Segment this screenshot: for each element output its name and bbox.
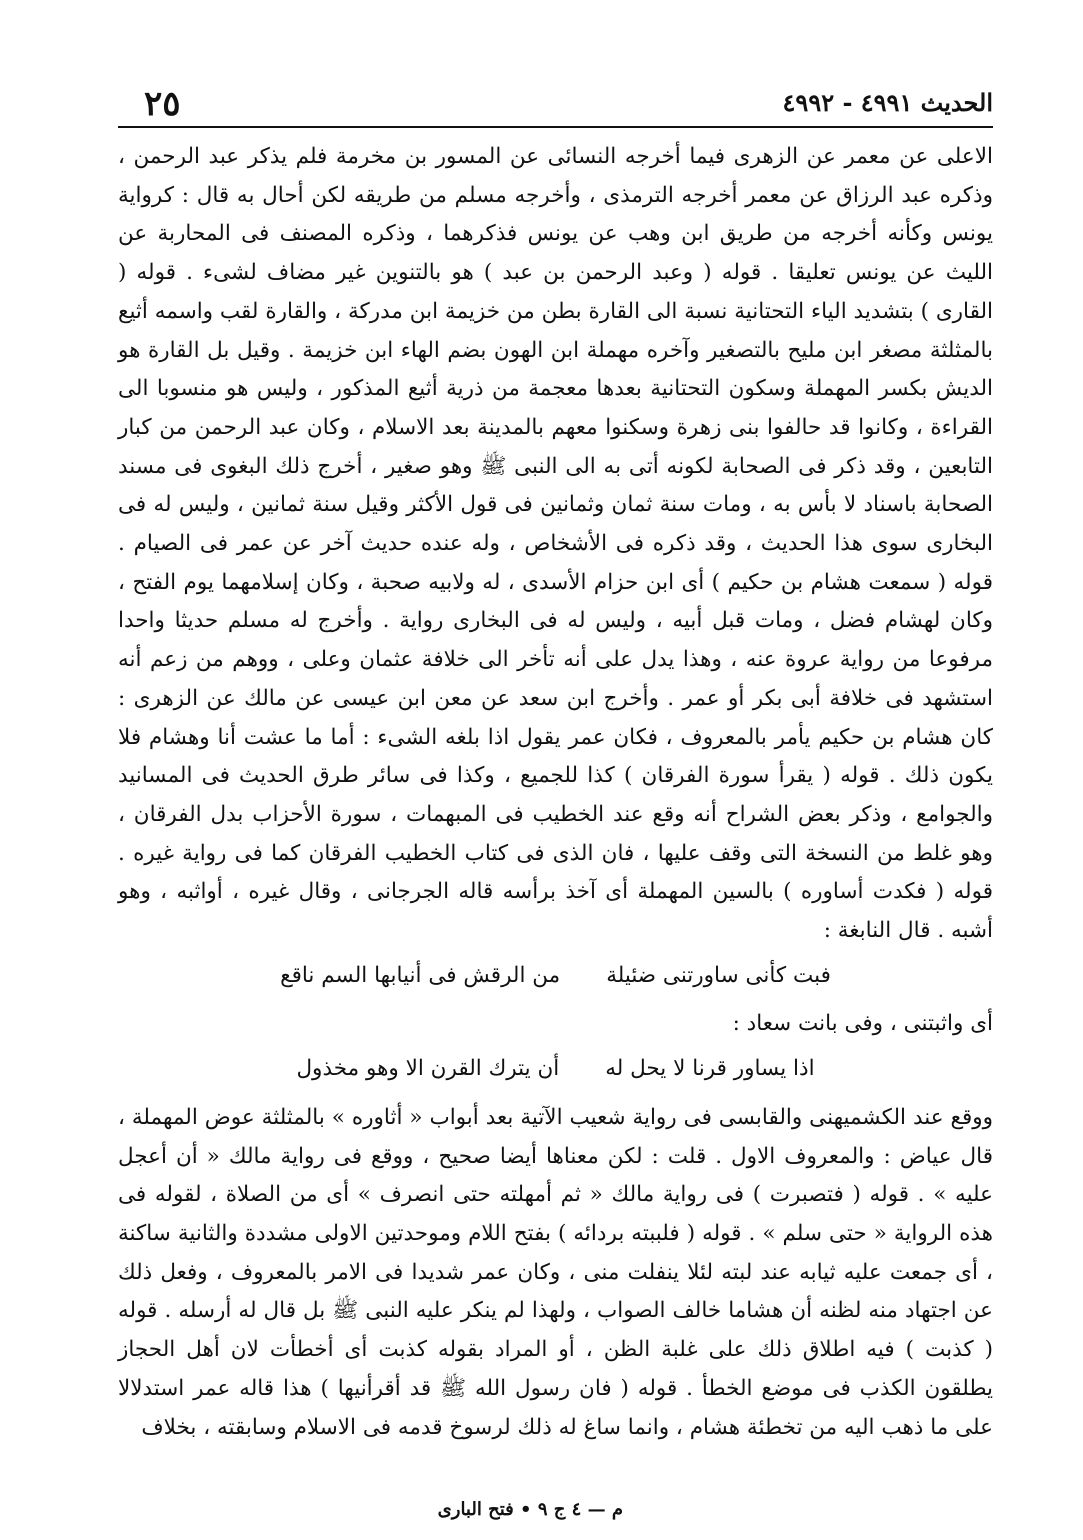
poetry-verse-1 (118, 957, 993, 996)
commentary-paragraph-2: أى واثبتنى ، وفى بانت سعاد : (732, 1011, 993, 1037)
commentary-paragraph-3: ووقع عند الكشميهنى والقابسى فى رواية شعيب الآتية بعد أبواب « أثاوره » بالمثلثة عوض المهملة ، قال عياض : والمعروف الاول . قلت : لكن معناها أيضا صحيح ، ووقع فى رواية مالك « أن أعجل عليه » . قوله ( فتصبرت ) فى رواية مالك « ثم أمهلته حتى انصرف » أى من الصلاة ، لقوله فى هذه الرواية « حتى سلم » . قوله ( فلببته بردائه ) بفتح اللام وموحدتين الاولى مشددة والثانية ساكنة ، أى جمعت عليه ثيابه عند لبته لئلا ينفلت منى ، وكان عمر شديدا فى الامر بالمعروف ، وفعل ذلك عن اجتهاد منه لظنه أن هشاما خالف الصواب ، ولهذا لم ينكر عليه النبى ﷺ بل قال له أرسله . قوله ( كذبت ) فيه اطلاق ذلك على غلبة الظن ، أو المراد بقوله كذبت أى أخطأت لان أهل الحجاز يطلقون الكذب فى موضع الخطأ . قوله ( فان رسول الله ﷺ قد أقرأنيها ) هذا قاله عمر استدلالا على ما ذهب اليه من تخطئة هشام ، وانما ساغ له ذلك لرسوخ قدمه فى الاسلام وسابقته ، بخلاف (118, 1104, 993, 1440)
verse-1-second-hemistich: من الرقش فى أنيابها السم ناقع (280, 962, 561, 988)
commentary-paragraph-1: الاعلى عن معمر عن الزهرى فيما أخرجه النسائى عن المسور بن مخرمة فلم يذكر عبد الرحمن ، وذكره عبد الرزاق عن معمر أخرجه الترمذى ، وأخرجه مسلم من طريقه لكن أحال به قال : كرواية يونس وكأنه أخرجه من طريق ابن وهب عن يونس فذكرهما ، وذكره المصنف فى المحاربة عن الليث عن يونس تعليقا . قوله ( وعبد الرحمن بن عبد ) هو بالتنوين غير مضاف لشىء . قوله ( القارى ) بتشديد الياء التحتانية نسبة الى القارة بطن من خزيمة ابن مدركة ، والقارة لقب واسمه أثيع بالمثلثة مصغر ابن مليح بالتصغير وآخره مهملة ابن الهون بضم الهاء ابن خزيمة . وقيل بل القارة هو الديش بكسر المهملة وسكون التحتانية بعدها معجمة من ذرية أثيع المذكور ، وليس هو منسوبا الى القراءة ، وكانوا قد حالفوا بنى زهرة وسكنوا معهم بالمدينة بعد الاسلام ، وكان عبد الرحمن من كبار التابعين ، وقد ذكر فى الصحابة لكونه أتى به الى النبى ﷺ وهو صغير ، أخرج ذلك البغوى فى مسند الصحابة باسناد لا بأس به ، ومات سنة ثمان وثمانين فى قول الأكثر وقيل سنة ثمانين ، وليس له فى البخارى سوى هذا الحديث ، وقد ذكره فى الأشخاص ، وله عنده حديث آخر عن عمر فى الصيام . قوله ( سمعت هشام بن حكيم ) أى ابن حزام الأسدى ، له ولابيه صحبة ، وكان إسلامهما يوم الفتح ، وكان لهشام فضل ، ومات قبل أبيه ، وليس له فى البخارى رواية . وأخرج له مسلم حديثا واحدا مرفوعا من رواية عروة عنه ، وهذا يدل على أنه تأخر الى خلافة عثمان وعلى ، ووهم من زعم أنه استشهد فى خلافة أبى بكر أو عمر . وأخرج ابن سعد عن معن ابن عيسى عن مالك عن الزهرى : كان هشام بن حكيم يأمر بالمعروف ، فكان عمر يقول اذا بلغه الشىء : أما ما عشت أنا وهشام فلا يكون ذلك . قوله ( يقرأ سورة الفرقان ) كذا للجميع ، وكذا فى سائر طرق الحديث فى المسانيد والجوامع ، وذكر بعض الشراح أنه وقع عند الخطيب فى المبهمات ، سورة الأحزاب بدل الفرقان ، وهو غلط من النسخة التى وقف عليها ، فان الذى فى كتاب الخطيب الفرقان كما فى رواية غيره . قوله ( فكدت أساوره ) بالسين المهملة أى آخذ برأسه قاله الجرجانى ، وقال غيره ، أواثبه ، وهو أشبه . قال النابغة : (118, 144, 993, 944)
header-rule (118, 126, 993, 128)
page-header (118, 84, 993, 128)
verse-2-first-hemistich: اذا يساور قرنا لا يحل له (605, 1056, 815, 1082)
page-number: ٢٥ (144, 84, 181, 124)
verse-2-second-hemistich: أن يترك القرن الا وهو مخذول (296, 1056, 560, 1082)
printer-signature: م — ٤ ج ٩ • فتح البارى (437, 1499, 623, 1520)
poetry-verse-2 (118, 1050, 993, 1089)
verse-1-first-hemistich: فبت كأنى ساورتنى ضئيلة (606, 962, 831, 988)
running-title: الحديث ٤٩٩١ - ٤٩٩٢ (782, 88, 993, 117)
page-body (118, 138, 993, 1480)
